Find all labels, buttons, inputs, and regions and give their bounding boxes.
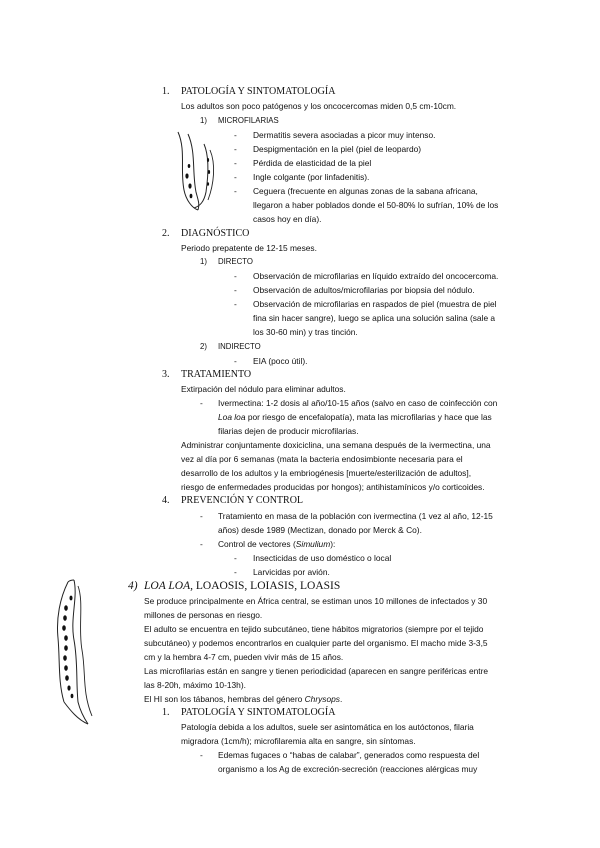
list-item: Despigmentación en la piel (piel de leopardo) (253, 144, 422, 154)
bullet: - (234, 172, 237, 182)
paragraph: Extirpación del nódulo para eliminar adultos. (181, 384, 346, 394)
paragraph-line: migradora (1cm/h); microfilaremia alta en sangre, sin síntomas. (181, 736, 416, 746)
paragraph-line: las 8-20h, máximo 10-13h). (144, 680, 246, 690)
list-item-continuation: fina sin hacer sangre), luego se aplica una solución salina (sale a (253, 313, 496, 323)
list-item-continuation: llegaron a haber poblados donde el 50-80% lo sufrían, 10% de los (253, 200, 499, 210)
subsection-title: INDIRECTO (218, 342, 261, 351)
list-item-continuation: casos hoy en día). (253, 214, 322, 224)
section-number (128, 580, 138, 592)
paragraph: Los adultos son poco patógenos y los oncocercomas miden 0,5 cm-10cm. (181, 101, 457, 111)
paragraph-line: El adulto se encuentra en tejido subcutáneo, tiene hábitos migratorios (siempre por el tejido (144, 624, 484, 634)
bullet: - (200, 750, 203, 760)
list-item-continuation: los 30-60 min) y tras tinción. (253, 327, 358, 337)
section-number: 4. (162, 495, 170, 506)
subsection-number: 1) (200, 257, 207, 266)
section-title: PATOLOGÍA Y SINTOMATOLOGÍA (181, 707, 336, 718)
list-item: Tratamiento en masa de la población con ivermectina (1 vez al año, 12-15 (218, 511, 493, 521)
list-item: Observación de microfilarias en raspados de piel (muestra de piel (253, 299, 497, 309)
list-item-continuation: filarias dejen de producir microfilarias. (218, 426, 359, 436)
subsection-title: DIRECTO (218, 257, 253, 266)
section-title: PATOLOGÍA Y SINTOMATOLOGÍA (181, 86, 336, 97)
list-item: Insecticidas de uso doméstico o local (253, 553, 392, 563)
paragraph-line: cm y la hembra 4-7 cm, pueden vivir más de 15 años. (144, 652, 344, 662)
paragraph: Periodo prepatente de 12-15 meses. (181, 243, 317, 253)
paragraph-line: Patología debida a los adultos, suele ser asintomática en los autóctonos, filaria (181, 722, 474, 732)
bullet: - (200, 398, 203, 408)
bullet: - (234, 158, 237, 168)
section-title: TRATAMIENTO (181, 369, 252, 380)
paragraph-line: Las microfilarias están en sangre y tienen periodicidad (aparecen en sangre periféricas entre (144, 666, 489, 676)
section-title-rest: LOAOSIS, LOIASIS, LOASIS (193, 580, 341, 592)
list-item-text: Control de vectores ( (218, 539, 296, 549)
list-item: Edemas fugaces o “habas de calabar”, generados como respuesta del (218, 750, 480, 760)
subsection-number: 2) (200, 342, 207, 351)
paragraph-line: riesgo de enfermedades producidas por hongos); antihistamínicos y/o corticoides. (181, 482, 485, 492)
list-item: Observación de adultos/microfilarias por biopsia del nódulo. (253, 285, 475, 295)
section-title: DIAGNÓSTICO (181, 228, 250, 239)
paragraph-line: subcutáneo) y podemos encontrarlos en cualquier parte del organismo. El macho mide 3-3,5 (144, 638, 488, 648)
paragraph-line: vez al día por 6 semanas (mata la bacteria endosimbionte necesaria para el (181, 454, 463, 464)
bullet: - (200, 511, 203, 521)
list-item: EIA (poco útil). (253, 356, 308, 366)
section-number: 2. (162, 228, 170, 239)
list-item: Pérdida de elasticidad de la piel (253, 158, 372, 168)
bullet: - (200, 539, 203, 549)
subsection-title: MICROFILARIAS (218, 116, 279, 125)
bullet: - (234, 553, 237, 563)
species-title: LOA LOA, (144, 580, 193, 592)
list-item: Observación de microfilarias en líquido extraído del oncocercoma. (253, 271, 499, 281)
section-title (144, 580, 340, 592)
bullet: - (234, 130, 237, 140)
paragraph-line: millones de personas en riesgo. (144, 610, 263, 620)
genus-name: Simulium (295, 539, 331, 549)
microfilaria-illustration (170, 130, 220, 212)
list-item-text: por riesgo de encefalopatía), mata las microfilarias y hace que las (247, 412, 492, 422)
paragraph-text: El HI son los tábanos, hembras del género (144, 694, 305, 704)
section-number: 1. (162, 707, 170, 718)
list-item-text: ): (330, 539, 336, 549)
subsection-number: 1) (200, 116, 207, 125)
bullet: - (234, 271, 237, 281)
list-item: Ivermectina: 1-2 dosis al año/10-15 años (salvo en caso de coinfección con (218, 398, 498, 408)
bullet: - (234, 285, 237, 295)
paragraph-line: Se produce principalmente en África central, se estiman unos 10 millones de infectados y 30 (144, 596, 488, 606)
paragraph-line: Administrar conjuntamente doxiciclina, una semana después de la ivermectina, una (181, 440, 491, 450)
section-number: 3. (162, 369, 170, 380)
list-item (218, 538, 335, 550)
bullet: - (234, 356, 237, 366)
paragraph-text: . (340, 694, 343, 704)
species-name: Loa loa (218, 412, 246, 422)
list-item: Larvicidas por avión. (253, 567, 330, 577)
list-item: Ingle colgante (por linfadenitis). (253, 172, 370, 182)
loa-loa-illustration (48, 578, 104, 728)
list-item-continuation: organismo a los Ag de excreción-secreción (reacciones alérgicas muy (218, 764, 478, 774)
bullet: - (234, 186, 237, 196)
genus-name: Chrysops (304, 694, 340, 704)
bullet: - (234, 567, 237, 577)
bullet: - (234, 299, 237, 309)
paragraph-line (144, 693, 342, 705)
paragraph-line: desarrollo de los adultos y la embriogénesis [muerte/esterilización de adultos], (181, 468, 472, 478)
list-item-continuation (218, 411, 492, 423)
section-number-text: 4) (128, 580, 138, 592)
section-number: 1. (162, 86, 170, 97)
bullet: - (234, 144, 237, 154)
list-item-continuation: años) desde 1989 (Mectizan, donado por Merck & Co). (218, 525, 422, 535)
section-title: PREVENCIÓN Y CONTROL (181, 495, 304, 506)
list-item: Dermatitis severa asociadas a picor muy intenso. (253, 130, 436, 140)
list-item: Ceguera (frecuente en algunas zonas de la sabana africana, (253, 186, 478, 196)
